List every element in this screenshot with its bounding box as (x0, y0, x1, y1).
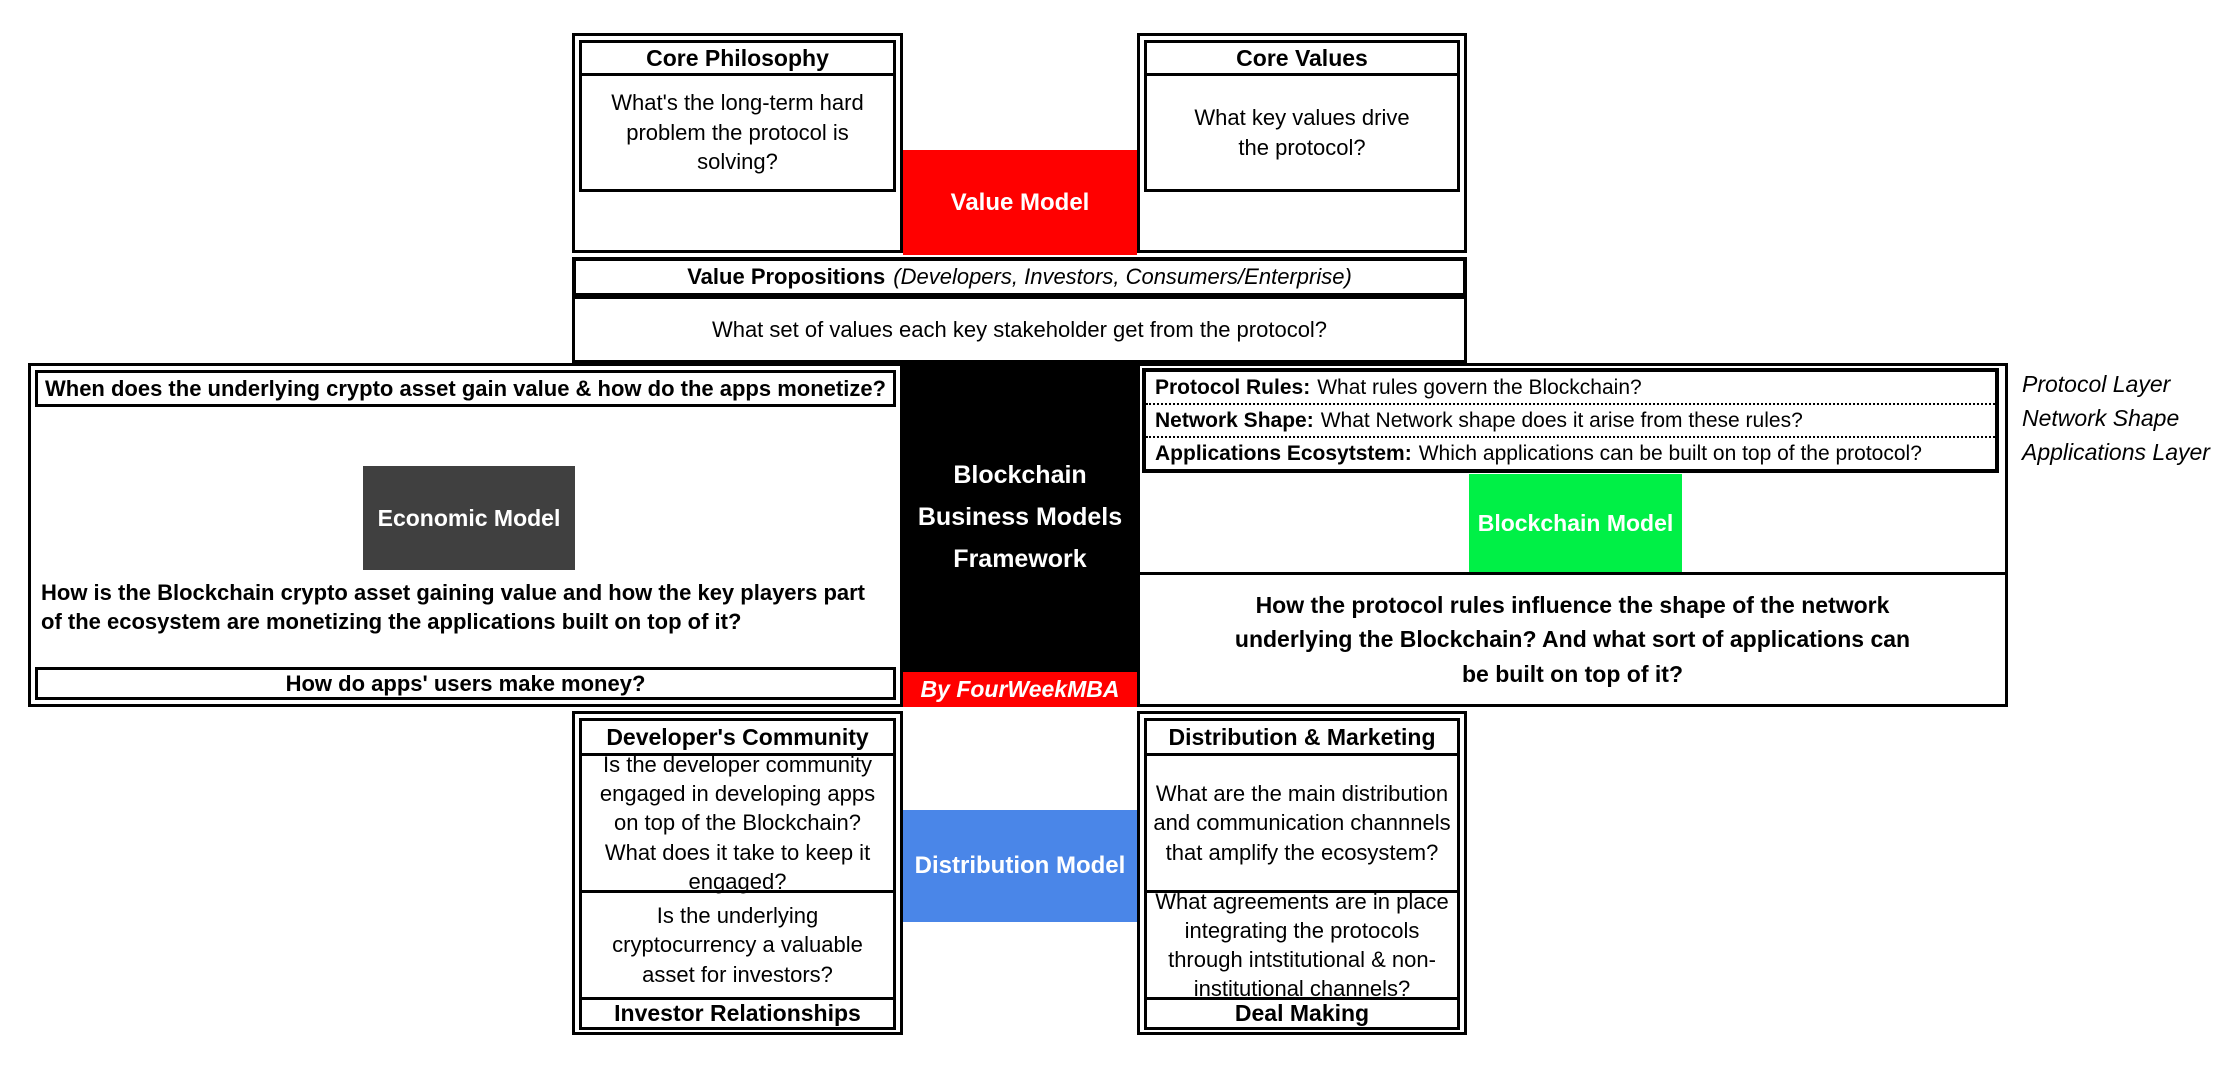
distribution-marketing-header: Distribution & Marketing (1144, 718, 1460, 756)
applications-layer-label: Applications Layer (2022, 439, 2210, 465)
economic-model-chip: Economic Model (363, 466, 575, 570)
protocol-rules-table (1142, 368, 1999, 473)
developers-community-header: Developer's Community (579, 718, 896, 756)
network-shape-row (1146, 403, 1995, 436)
applications-ecosystem-label: Applications Ecosytstem: (1155, 441, 1412, 465)
core-philosophy-body: What's the long-term hard problem the protocol is solving? (579, 73, 896, 192)
protocol-rules-label: Protocol Rules: (1155, 375, 1311, 399)
economic-model-header: When does the underlying crypto asset gain value & how do the apps monetize? (35, 370, 896, 407)
framework-title-block (903, 363, 1137, 672)
layer-labels (2022, 367, 2210, 469)
framework-title-line2: Business Models (917, 503, 1123, 531)
network-shape-label: Network Shape: (1155, 408, 1314, 432)
economic-model-footer: How do apps' users make money? (35, 667, 896, 700)
core-philosophy-header: Core Philosophy (579, 40, 896, 76)
core-values-box (1137, 33, 1467, 253)
blockchain-model-chip: Blockchain Model (1469, 474, 1682, 572)
core-values-header: Core Values (1144, 40, 1460, 76)
network-shape-side-label: Network Shape (2022, 405, 2180, 431)
developers-community-body: Is the developer community engaged in developing apps on top of the Blockchain? What does it take to keep it engaged? (579, 753, 896, 893)
value-model-chip: Value Model (903, 150, 1137, 255)
distribution-marketing-body: What are the main distribution and communication channnels that amplify the ecosystem? (1144, 753, 1460, 893)
framework-title-line1: Blockchain (953, 461, 1087, 489)
deal-making-body: What agreements are in place integrating the protocols through intstitutional & non-institutional channels? (1144, 890, 1460, 1000)
byline-banner: By FourWeekMBA (903, 672, 1137, 707)
developers-community-box (572, 711, 903, 1035)
core-values-body: What key values drive the protocol? (1144, 73, 1460, 192)
investor-relationships-body: Is the underlying cryptocurrency a valuable asset for investors? (579, 890, 896, 1000)
core-philosophy-box (572, 33, 903, 253)
protocol-rules-question: What rules govern the Blockchain? (1317, 375, 1642, 399)
investor-relationships-footer: Investor Relationships (579, 997, 896, 1030)
value-propositions-stakeholders: (Developers, Investors, Consumers/Enterprise) (893, 264, 1352, 289)
distribution-model-chip: Distribution Model (903, 810, 1137, 922)
protocol-layer-label: Protocol Layer (2022, 371, 2171, 397)
value-propositions-header (572, 257, 1467, 297)
applications-ecosystem-question: Which applications can be built on top of the protocol? (1418, 441, 1922, 465)
value-propositions-title: Value Propositions (687, 264, 886, 289)
applications-ecosystem-row (1146, 436, 1995, 469)
framework-title-line3: Framework (953, 545, 1087, 573)
network-shape-question: What Network shape does it arise from these rules? (1320, 408, 1803, 432)
deal-making-footer: Deal Making (1144, 997, 1460, 1030)
protocol-rules-row (1146, 372, 1995, 403)
value-propositions-body: What set of values each key stakeholder get from the protocol? (572, 296, 1467, 363)
distribution-marketing-box (1137, 711, 1467, 1035)
economic-model-box (28, 363, 903, 707)
economic-model-body: How is the Blockchain crypto asset gaining value and how the key players part of the ecosystem are monetizing the applications built on top of it? (41, 580, 866, 635)
blockchain-model-box (1137, 363, 2008, 707)
blockchain-model-body: How the protocol rules influence the shape of the network underlying the Blockchain? And what sort of applications can be built on top of it? (1140, 572, 2005, 704)
